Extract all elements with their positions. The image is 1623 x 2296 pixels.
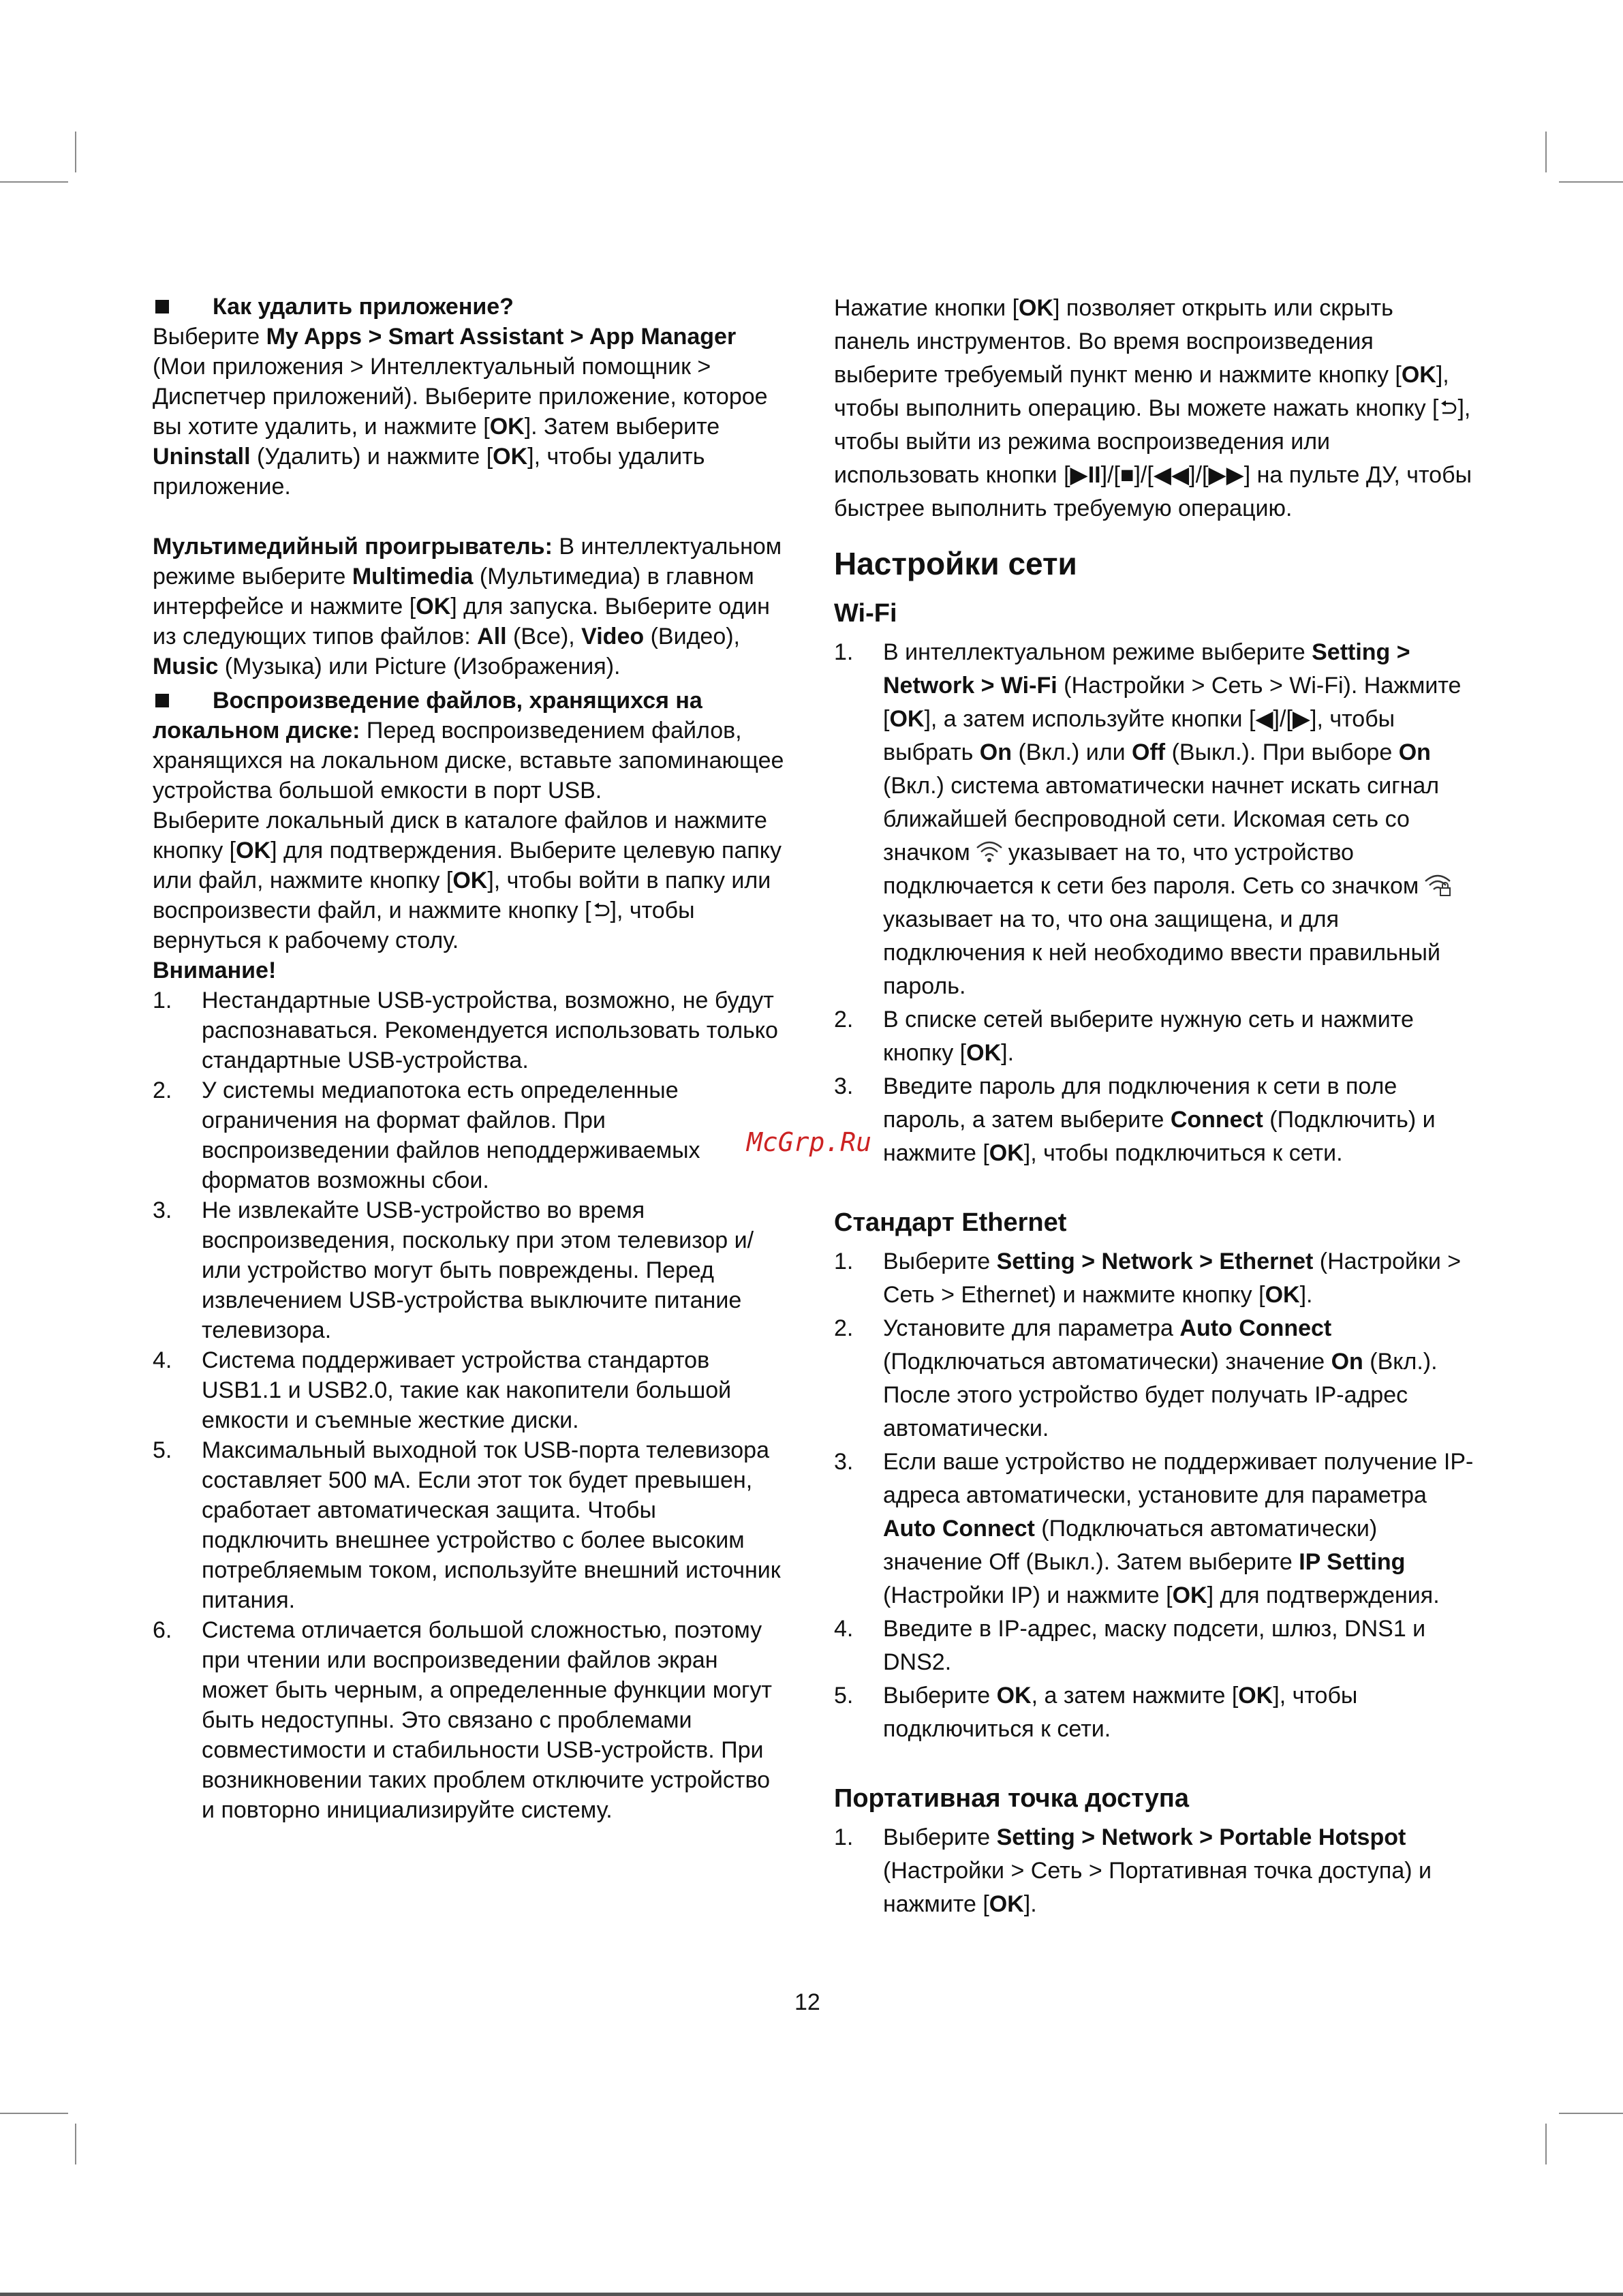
crop-mark — [1545, 132, 1547, 172]
crop-mark — [1559, 2113, 1623, 2114]
wifi-open-icon — [974, 838, 1004, 864]
hotspot-steps — [834, 1821, 1474, 1921]
list-item: 3. Не извлекайте USB-устройство во время воспроизведения, поскольку при этом телевизор и/или устройство могут быть повреждены. Перед извлечением USB-устройства выключите питание телевизора. — [153, 1197, 754, 1343]
attention-heading: Внимание! — [153, 958, 277, 983]
crop-mark — [75, 132, 76, 172]
list-item: 4. Введите в IP-адрес, маску подсети, шлюз, DNS1 и DNS2. — [834, 1616, 1426, 1675]
list-item: 1. Нестандартные USB-устройства, возможно, не будут распознаваться. Рекомендуется использовать только стандартные USB-устройства. — [153, 988, 778, 1073]
crop-mark — [0, 2113, 68, 2114]
return-icon — [591, 902, 610, 921]
attention-list — [153, 985, 788, 1825]
playback-intro: Нажатие кнопки [OK] позволяет открыть или скрыть панель инструментов. Во время воспроизведения выберите требуемый пункт меню и нажмите кнопку [OK], чтобы выполнить операцию. Вы можете нажать кнопку [ ], чтобы выйти из режима воспроизведения или использовать кнопки [▶II]/[■]/[◀◀]/[▶▶] на пульте ДУ, чтобы быстрее выполнить требуемую операцию. — [834, 295, 1472, 521]
crop-mark — [1545, 2124, 1547, 2164]
left-column — [153, 292, 788, 1825]
list-item: 4. Система поддерживает устройства стандартов USB1.1 и USB2.0, такие как накопители большой емкости и съемные жесткие диски. — [153, 1347, 732, 1433]
list-item: 5. Максимальный выходной ток USB-порта телевизора составляет 500 мА. Если этот ток будет превышен, сработает автоматическая защита. Чтобы подключить внешнее устройство с более высоким потребляемым током, используйте внешний источник питания. — [153, 1437, 781, 1613]
delete-app-text: Выберите My Apps > Smart Assistant > App Manager (Мои приложения > Интеллектуальный помощник > Диспетчер приложений). Выберите приложение, которое вы хотите удалить, и нажмите [OK]. Затем выберите Uninstall (Удалить) и нажмите [OK], чтобы удалить приложение. — [153, 324, 768, 500]
bottom-border — [0, 2293, 1623, 2296]
hotspot-title: Портативная точка доступа — [834, 1784, 1190, 1813]
list-item: 2. Установите для параметра Auto Connect (Подключаться автоматически) значение On (Вкл.). После этого устройство будет получать IP-адрес автоматически. — [834, 1315, 1438, 1441]
local-disk-instructions: Выберите локальный диск в каталоге файлов и нажмите кнопку [OK] для подтверждения. Выберите целевую папку или файл, нажмите кнопку [OK], чтобы войти в папку или воспроизвести файл, и нажмите кнопку [ ], чтобы вернуться к рабочему столу. — [153, 808, 782, 953]
list-item: 1. Выберите Setting > Network > Ethernet (Настройки > Сеть > Ethernet) и нажмите кнопку [OK]. — [834, 1249, 1462, 1308]
list-item: 3. Если ваше устройство не поддерживает получение IP-адреса автоматически, установите для параметра Auto Connect (Подключаться автоматически) значение Off (Выкл.). Затем выберите IP Setting (Настройки IP) и нажмите [OK] для подтверждения. — [834, 1449, 1474, 1608]
square-bullet-icon — [155, 300, 169, 313]
list-item: 6. Система отличается большой сложностью, поэтому при чтении или воспроизведении файлов экран может быть черным, а определенные функции могут быть недоступны. Это связано с проблемами совместимости и стабильности USB-устройств. При возникновении таких проблем отключите устройство и повторно инициализируйте систему. — [153, 1617, 772, 1823]
wifi-steps — [834, 636, 1474, 1170]
list-item: 1. В интеллектуальном режиме выберите Setting > Network > Wi-Fi (Настройки > Сеть > Wi-Fi). Нажмите [OK], а затем используйте кнопки [◀]/[▶], чтобы выбрать On (Вкл.) или Off (Выкл.). При выборе On (Вкл.) система автоматически начнет искать сигнал ближайшей беспроводной сети. Искомая сеть со значком указывает на то, что устройство подключается к сети без пароля. Сеть со значкомуказывает на то, что она защищена, и для подключения к ней необходимо ввести правильный пароль. — [834, 639, 1462, 999]
wifi-title: Wi-Fi — [834, 599, 897, 628]
return-icon — [1438, 399, 1457, 418]
crop-mark — [1559, 181, 1623, 183]
ethernet-title: Стандарт Ethernet — [834, 1208, 1067, 1237]
list-item: 2. У системы медиапотока есть определенные ограничения на формат файлов. При воспроизведении файлов неподдерживаемых форматов возможны сбои. — [153, 1077, 700, 1193]
delete-app-heading: Как удалить приложение? — [153, 292, 788, 322]
wifi-locked-icon — [1423, 872, 1453, 898]
list-item: 3. Введите пароль для подключения к сети в поле пароль, а затем выберите Connect (Подключить) и нажмите [OK], чтобы подключиться к сети. — [834, 1073, 1436, 1166]
local-disk-paragraph: Воспроизведение файлов, хранящихся на локальном диске: Перед воспроизведением файлов, хранящихся на локальном диске, вставьте запоминающее устройства большой емкости в порт USB. — [153, 688, 784, 803]
list-item: 2. В списке сетей выберите нужную сеть и нажмите кнопку [OK]. — [834, 1007, 1414, 1066]
crop-mark — [0, 181, 68, 183]
right-column — [834, 292, 1474, 1921]
crop-mark — [75, 2124, 76, 2164]
network-settings-title: Настройки сети — [834, 546, 1077, 581]
ethernet-steps — [834, 1245, 1474, 1746]
square-bullet-icon — [155, 694, 169, 707]
page-number: 12 — [794, 1989, 820, 2015]
list-item: 5. Выберите OK, а затем нажмите [OK], чтобы подключиться к сети. — [834, 1683, 1358, 1742]
list-item: 1. Выберите Setting > Network > Portable Hotspot (Настройки > Сеть > Портативная точка доступа) и нажмите [OK]. — [834, 1824, 1432, 1917]
watermark: McGrp.Ru — [747, 1127, 872, 1157]
multimedia-paragraph: Мультимедийный проигрыватель: В интеллектуальном режиме выберите Multimedia (Мультимедиа) в главном интерфейсе и нажмите [OK] для запуска. Выберите один из следующих типов файлов: All (Все), Video (Видео), Music (Музыка) или Picture (Изображения). — [153, 534, 782, 679]
